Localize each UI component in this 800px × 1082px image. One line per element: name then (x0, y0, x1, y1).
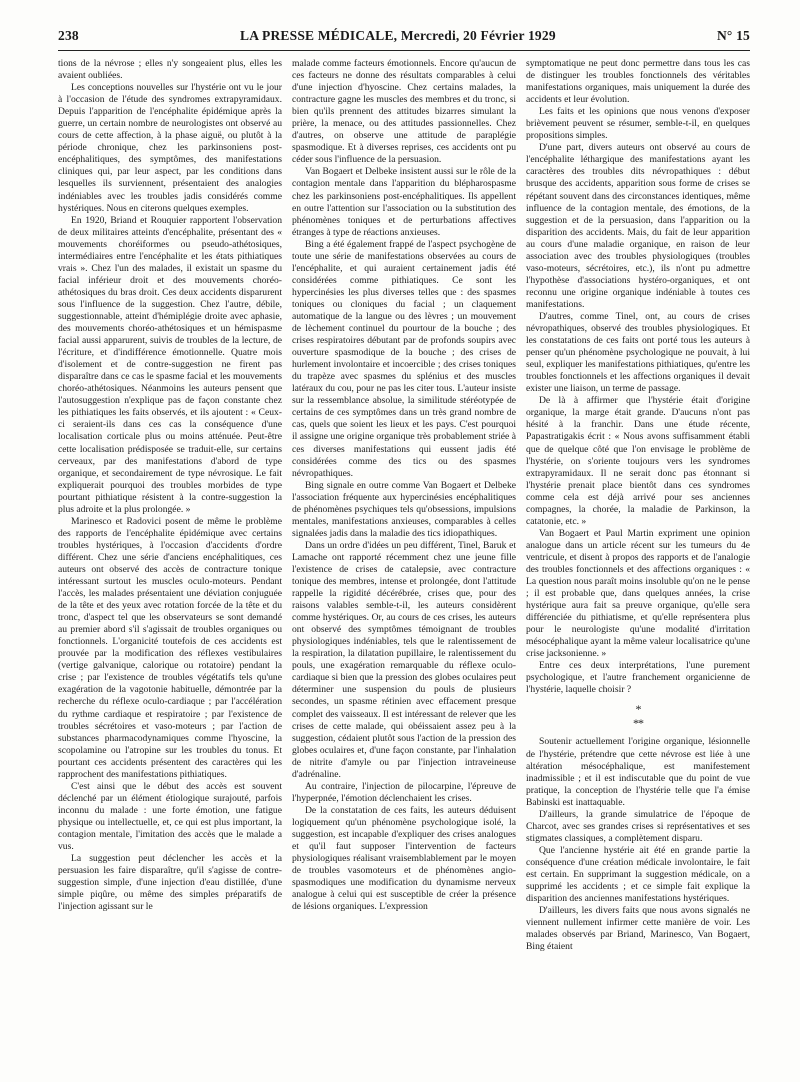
paragraph: Les conceptions nouvelles sur l'hystérie ont vu le jour à l'occasion de l'étude des syndromes extrapyramidaux. Depuis l'apparition de l'encéphalite épidémique après la guerre, un certain nombre de neurologistes ont observé au cours de cette affection, à la phase aiguë, ou plutôt à la période chronique, chez les parkinsoniens post-encéphalitiques, des symptômes, des manifestations cliniques qui, par leur aspect, par les conditions dans lesquelles ils surviennent, présentaient des analogies indéniables avec les troubles jadis considérés comme hystériques. Nous en citerons quelques exemples. (58, 82, 282, 214)
publication-title: LA PRESSE MÉDICALE, Mercredi, 20 Février 1929 (240, 28, 556, 43)
ornament-top: * (635, 702, 641, 717)
page-header (58, 28, 750, 48)
paragraph: Entre ces deux interprétations, l'une purement psychologique, et l'autre franchement organicienne de l'hystérie, laquelle choisir ? (526, 660, 750, 696)
paragraph: malade comme facteurs émotionnels. Encore qu'aucun de ces facteurs ne donne des résultats comparables à celui d'une injection d'hyoscine. Chez certains malades, la contracture gagne les muscles des membres et du tronc, si bien qu'ils prennent des attitudes bizarres simulant la prière, la menace, ou des attitudes passionnelles. Chez d'autres, on observe une attitude de paraplégie spasmodique. Et à diverses reprises, ces accidents ont pu céder sous l'influence de la persuasion. (292, 58, 516, 166)
paragraph: C'est ainsi que le début des accès est souvent déclenché par un élément étiologique surajouté, parfois inconnu du malade : une forte émotion, une fatigue physique ou intellectuelle, et, ce qui est plus important, la contagion mentale, l'imitation des accès que le malade a vus. (58, 780, 282, 853)
paragraph: tions de la névrose ; elles n'y songeaient plus, elles les avaient oubliées. (58, 58, 282, 82)
section-ornament (526, 702, 750, 730)
paragraph: Van Bogaert et Delbeke insistent aussi sur le rôle de la contagion mentale dans l'apparition du blépharospasme chez les parkinsoniens post-encéphalitiques. Ils appellent en outre l'attention sur l'association ou la substitution des phénomènes toniques et de perturbations affectives étranges à type de réactions anxieuses. (292, 166, 516, 238)
paragraph: Les faits et les opinions que nous venons d'exposer brièvement peuvent se résumer, semble-t-il, en quelques propositions simples. (526, 106, 750, 142)
ornament-bottom: ** (633, 716, 643, 731)
paragraph: D'une part, divers auteurs ont observé au cours de l'encéphalite léthargique des manifestations ayant les caractères des troubles dits névropathiques : début brusque des accidents, apparition sous forme de crises se répétant souvent dans des circonstances identiques, même influence de la contagion mentale, des émotions, de la suggestion et de la persuasion, dans l'apparition ou la disparition des accidents. Mais, du fait de leur apparition au cours d'une maladie organique, en raison de leur association avec des troubles physiologiques (troubles vaso-moteurs, sécrétoires, etc.), ils n'ont pu admettre l'hypothèse d'associations hystéro-organiques, et ont reconnu une origine organique indéniable à toutes ces manifestations. (526, 142, 750, 310)
page-number: 238 (58, 28, 79, 43)
paragraph: Dans un ordre d'idées un peu différent, Tinel, Baruk et Lamache ont rapporté récemment chez une jeune fille l'existence de crises de catalepsie, avec contracture tonique des membres, intense et prolongée, dont l'attitude rappelle la rigidité décérébrée, crises que, pour des raisons valables semble-t-il, les auteurs considèrent comme hystériques. Or, au cours de ces crises, les auteurs ont observé des symptômes témoignant de troubles physiologiques indéniables, tels que le ralentissement de la respiration, la dilatation pupillaire, le ralentissement du pouls, une exagération remarquable du réflexe oculo-cardiaque si bien que la pression des globes oculaires peut déterminer une suspension du pouls de plusieurs secondes, un spasme rétinien avec effacement presque complet des vaisseaux. Il est intéressant de relever que les crises de cette malade, qui obéissaient assez peu à la suggestion, cédaient plutôt sous l'action de la pression des globes oculaires et, d'une façon constante, par l'inhalation de nitrite d'amyle ou par l'injection intraveineuse d'adrénaline. (292, 539, 516, 780)
paragraph: Soutenir actuellement l'origine organique, lésionnelle de l'hystérie, prétendre que cette névrose est liée à une altération mésocéphalique, est manifestement inadmissible ; et il est indiscutable que du point de vue pratique, la conception de l'hystérie telle que l'a émise Babinski est inattaquable. (526, 736, 750, 808)
paragraph: Au contraire, l'injection de pilocarpine, l'épreuve de l'hyperpnée, l'émotion déclenchaient les crises. (292, 780, 516, 804)
paragraph: De la constatation de ces faits, les auteurs déduisent logiquement qu'un phénomène psychologique isolé, la suggestion, est incapable d'expliquer des crises analogues et qu'il faut supposer l'intervention de facteurs physiologiques réalisant vraisemblablement par le moyen de troubles vasomoteurs et de phénomènes angio-spasmodiques une modification du dynamisme nerveux analogue à celui qui est susceptible de créer la présence de lésions organiques. L'expression (292, 804, 516, 913)
paragraph: Marinesco et Radovici posent de même le problème des rapports de l'encéphalite épidémique avec certains troubles hystériques, à l'occasion d'accidents d'ordre différent. Chez une série d'anciens encéphalitiques, ces auteurs ont observé des accès de contracture tonique intéressant surtout les muscles oculo-moteurs. Pendant l'accès, les malades présentaient une déviation conjuguée de la tête et des yeux avec rotation forcée de la tête et du tronc, d'aspect tel que les observateurs se sont demandé au premier abord s'il s'agissait de troubles organiques ou fonctionnels. L'organicité toutefois de ces accidents est prouvée par la modification des réflexes vestibulaires (vertige galvanique, calorique ou rotatoire) pendant la crise ; par l'existence de troubles végétatifs tels qu'une exagération de la vagotonie habituelle, démontrée par la recherche du réflexe oculo-cardiaque ; par l'accélération du rythme cardiaque et respiratoire ; par l'existence de troubles sécrétoires et vaso-moteurs ; par l'action de substances pharmacodynamiques comme l'hyoscine, la scopolamine ou l'atropine sur les troubles du tonus. Et pourtant ces accidents présentent des caractères qui les rapprochent des manifestations pithiatiques. (58, 515, 282, 780)
paragraph: D'ailleurs, la grande simulatrice de l'époque de Charcot, avec ses grandes crises si représentatives et ses stigmates classiques, a complètement disparu. (526, 808, 750, 844)
paragraph: Bing a été également frappé de l'aspect psychogène de toute une série de manifestations observées au cours de l'encéphalite, et qui auraient certainement jadis été considérées comme pithiatiques. Ce sont les hypercinésies les plus diverses telles que : des spasmes toniques ou cloniques du facial ; un claquement automatique de la langue ou des lèvres ; un mouvement de lèchement continuel du pourtour de la bouche ; des crises respiratoires débutant par de profonds soupirs avec ouverture spasmodique de la bouche ; des crises de hurlement involontaire et incoercible ; des crises toniques du trapèze avec spasmes du splénius et des muscles latéraux du cou, pour ne pas les citer tous. L'auteur insiste sur la ressemblance absolue, la similitude stéréotypée de certains de ces symptômes dans un très grand nombre de cas, quels que soient les lieux et les pays. C'est pourquoi il assigne une origine organique très probablement striée à ces diverses manifestations qui eussent jadis été considérées comme des tics ou des spasmes névropathiques. (292, 238, 516, 479)
column-2 (292, 58, 516, 1074)
issue-number: N° 15 (716, 28, 750, 43)
paragraph: D'ailleurs, les divers faits que nous avons signalés ne viennent nullement infirmer cette manière de voir. Les malades observés par Briand, Marinesco, Van Bogaert, Bing étaient (526, 905, 750, 953)
paragraph: De là à affirmer que l'hystérie était d'origine organique, la marge était grande. D'aucuns n'ont pas hésité à la franchir. Dans une étude récente, Papastratigakis écrit : « Nous avons suffisamment établi que de quelque côté que l'on envisage le problème de l'hystérie, on s'oriente toujours vers les syndromes extrapyramidaux. Il ne serait donc pas étonnant si l'hystérie prenait place bientôt dans ces syndromes comme cela est déjà arrivé pour ses anciennes compagnes, la chorée, la maladie de Parkinson, la catatonie, etc. » (526, 395, 750, 527)
column-3 (526, 58, 750, 1074)
column-1 (58, 58, 282, 1074)
text-columns (58, 58, 750, 1074)
paragraph: symptomatique ne peut donc permettre dans tous les cas de distinguer les troubles fonctionnels des véritables manifestations organiques, mais uniquement la durée des accidents et leur évolution. (526, 58, 750, 106)
paragraph: Van Bogaert et Paul Martin expriment une opinion analogue dans un article récent sur les tumeurs du 4e ventricule, et disent à propos des rapports et de l'analogie des troubles fonctionnels et des affections organiques : « La question nous paraît moins insoluble qu'on ne le pense ; il est probable que, dans quelques années, la crise hystérique aura fait sa preuve organique, qu'elle sera différenciée du pithiatisme, et qu'elle représentera plus pour le neurologiste qu'une modalité d'irritation mésocéphalique ayant la même valeur localisatrice qu'une crise jacksonienne. » (526, 527, 750, 660)
paragraph: Bing signale en outre comme Van Bogaert et Delbeke l'association fréquente aux hypercinésies encéphalitiques de phénomènes psychiques tels qu'obsessions, impulsions mentales, manifestations anxieuses, comparables à celles signalées jadis dans la maladie des tics idiopathiques. (292, 479, 516, 539)
paragraph: Que l'ancienne hystérie ait été en grande partie la conséquence d'une création médicale involontaire, le fait est certain. En supprimant la suggestion médicale, on a supprimé les accidents ; et ce simple fait explique la disparition des anciennes manifestations hystériques. (526, 844, 750, 905)
paragraph: D'autres, comme Tinel, ont, au cours de crises névropathiques, observé des troubles physiologiques. Et les constatations de ces faits ont porté tous les auteurs à penser qu'un phénomène psychologique ne pouvait, à lui seul, expliquer les manifestations pithiatiques, qu'entre les troubles fonctionnels et les affections organiques il devait exister une liaison, un terme de passage. (526, 310, 750, 395)
paragraph: En 1920, Briand et Rouquier rapportent l'observation de deux militaires atteints d'encéphalite, présentant des « mouvements choréiformes ou pseudo-athétosiques, intermédiaires entre l'encéphalite et les états pithiatiques vrais ». Chez l'un des malades, il existait un spasme du facial inférieur droit et des mouvements choréo-athétosiques du bras droit. Ces deux accidents disparurent sous l'influence de la suggestion. Chez l'autre, débile, suggestionnable, atteint d'hémiplégie droite avec aphasie, des mouvements choréo-athétosiques et un hémispasme facial aussi apparurent, suivis de troubles de la lecture, de l'écriture, et d'indifférence émotionnelle. Quatre mois d'isolement et de contre-suggestion ne firent pas disparaître dans ce cas le spasme facial et les mouvements choréo-athétosiques. Néanmoins les auteurs pensent que l'autosuggestion n'explique pas de façon constante chez les pithiatiques les faits observés, et ils ajoutent : « Ceux-ci seraient-ils dans ces cas la conséquence d'une localisation corticale plus ou moins atténuée. Peut-être cette localisation prédisposée se traduit-elle, sur certains cerveaux, par des manifestations d'abord de type organique, et secondairement de type névrosique. Le fait expliquerait pourquoi des troubles morbides de type pourtant pithiatique résistent à la contre-suggestion la plus adroite et la plus prolongée. » (58, 214, 282, 515)
header-rule (58, 50, 750, 51)
paragraph: La suggestion peut déclencher les accès et la persuasion les faire disparaître, qu'il s'agisse de contre-suggestion simple, d'une injection d'eau distillée, d'une simple piqûre, ou même des simples préparatifs de l'injection agissant sur le (58, 853, 282, 913)
